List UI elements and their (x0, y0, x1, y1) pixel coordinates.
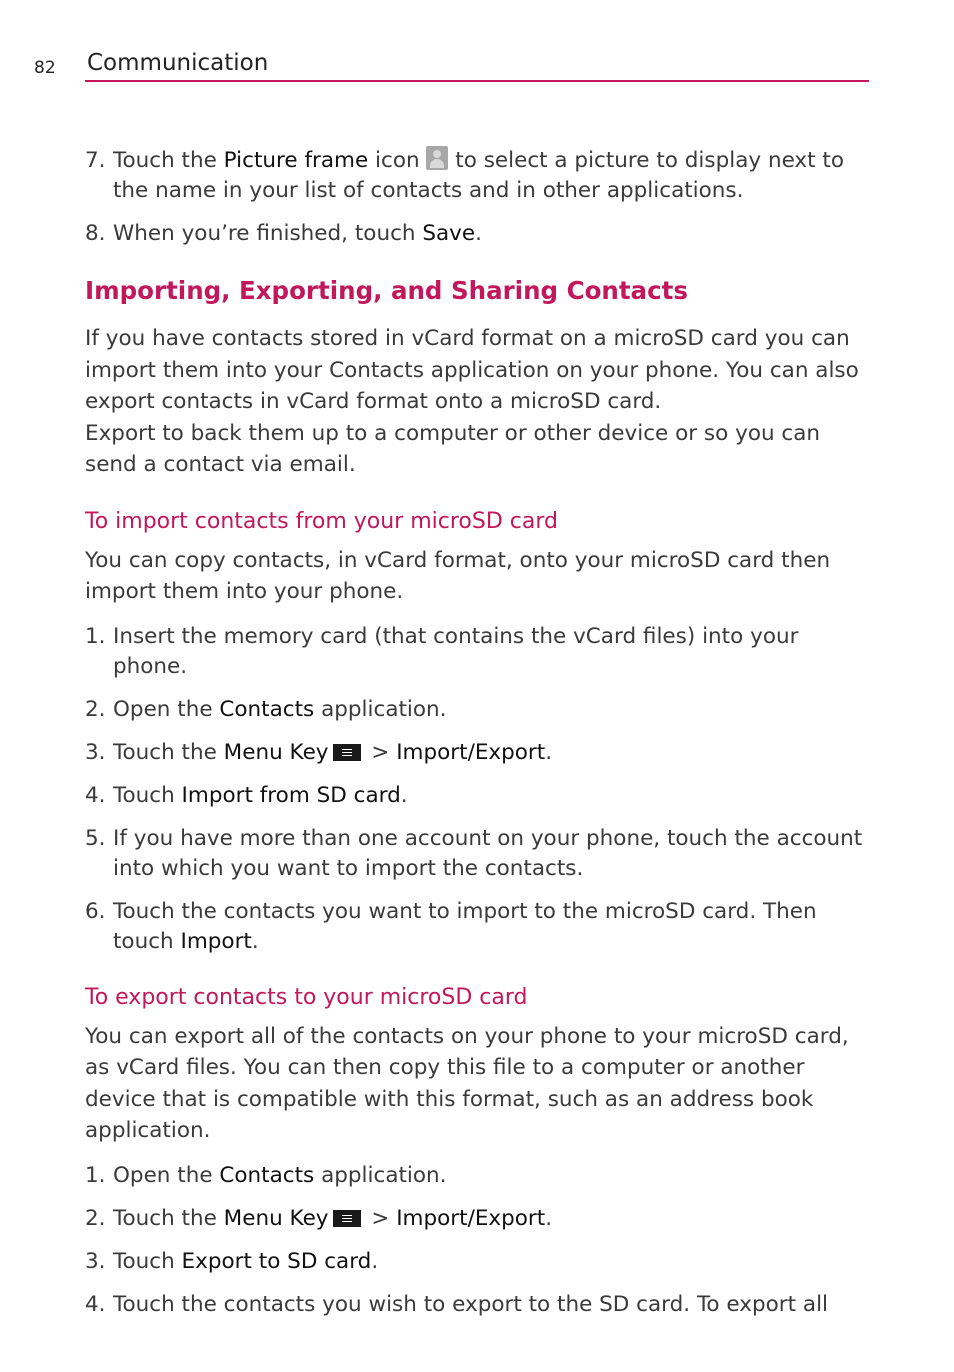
menu-key-icon (333, 744, 361, 761)
intro-paragraph-2: Export to back them up to a computer or other device or so you can send a contact via email. (85, 420, 821, 477)
step-save: 8. When you’re finished, touch Save. (85, 221, 482, 246)
export-step: 1. Open the Contacts application. (85, 1162, 447, 1188)
import-step: 5. If you have more than one account on your phone, touch the account into which you want to import the contacts. (85, 825, 863, 881)
import-paragraph: You can copy contacts, in vCard format, onto your microSD card then import them into your phone. (85, 547, 831, 604)
header-divider (85, 80, 869, 82)
export-heading: To export contacts to your microSD card (85, 984, 528, 1010)
page-content (85, 146, 875, 1333)
picture-frame-icon (426, 146, 448, 170)
export-step: 4. Touch the contacts you wish to export to the SD card. To export all (85, 1291, 829, 1317)
import-step: 4. Touch Import from SD card. (85, 782, 408, 808)
page-header (0, 0, 954, 90)
section-title: Communication (87, 50, 269, 76)
main-heading: Importing, Exporting, and Sharing Contacts (85, 276, 688, 305)
export-paragraph: You can export all of the contacts on your phone to your microSD card, as vCard files. You can then copy this file to a computer or another device that is compatible with this format, such as an address book application. (85, 1023, 849, 1143)
page-number: 82 (34, 58, 56, 78)
export-step: 2. Touch the Menu Key > Import/Export. (85, 1205, 553, 1231)
import-step: 2. Open the Contacts application. (85, 696, 447, 722)
menu-key-icon (333, 1210, 361, 1227)
import-step: 3. Touch the Menu Key > Import/Export. (85, 739, 553, 765)
intro-paragraph: If you have contacts stored in vCard format on a microSD card you can import them into your Contacts application on your phone. You can also export contacts in vCard format onto a microSD card. (85, 326, 859, 414)
import-step: 6. Touch the contacts you want to import to the microSD card. Then touch Import. (85, 898, 817, 954)
import-heading: To import contacts from your microSD card (85, 508, 558, 534)
step-picture-frame: 7. Touch the Picture frame icon to select a picture to display next to the name in your list of contacts and in other applications. (85, 148, 844, 203)
export-step: 3. Touch Export to SD card. (85, 1248, 379, 1274)
import-step: 1. Insert the memory card (that contains the vCard files) into your phone. (85, 623, 799, 679)
